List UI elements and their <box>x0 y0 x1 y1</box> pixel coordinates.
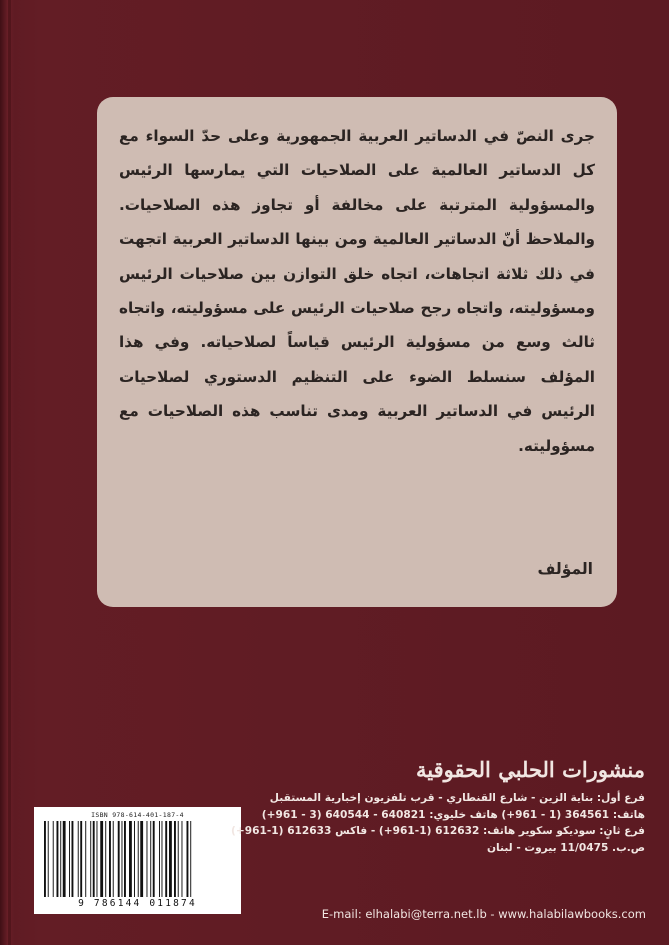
barcode-bars <box>40 821 235 897</box>
blurb-author: المؤلف <box>537 560 593 578</box>
blurb-paragraph: جرى النصّ في الدساتير العربية الجمهورية وعلى حدّ السواء مع كل الدساتير العالمية على الصلاحيات التي يمارسها الرئيس والمسؤولية المترتبة على مخالفة أو تجاوز هذه الصلاحيات. والملاحظ أنّ الدساتير العالمية ومن بينها الدساتير العربية اتجهت في ذلك ثلاثة اتجاهات، اتجاه خلق التوازن بين صلاحيات الرئيس ومسؤوليته، واتجاه رجح صلاحيات الرئيس على مسؤوليته، واتجاه ثالث وسع من مسؤولية الرئيس قياساً لصلاحياته. وفي هذا المؤلف سنسلط الضوء على التنظيم الدستوري لصلاحيات الرئيس في الدساتير العربية ومدى تناسب هذه الصلاحيات مع مسؤوليته. <box>119 127 595 455</box>
barcode <box>34 807 241 914</box>
blurb-box <box>97 97 617 607</box>
spine-edge <box>8 0 11 945</box>
isbn-label: ISBN 978-614-401-187-4 <box>91 811 184 819</box>
branch1-address: فرع أول: بناية الزين - شارع القنطاري - قرب تلفزيون إخبارية المستقبل <box>269 792 645 804</box>
branch2-address: فرع ثانٍ: سوديكو سكوير هاتف: 612632 (1-961+) - فاكس 612633 (1-961+) <box>231 825 645 838</box>
publisher-web: E-mail: elhalabi@terra.net.lb - www.halabilawbooks.com <box>321 907 646 921</box>
publisher-block <box>231 757 645 856</box>
branch1-phones: هاتف: 364561 (1 - 961+) هاتف خليوي: 640821 - 640544 (3 - 961+) <box>261 808 645 821</box>
barcode-digits: 9 786144 011874 <box>78 898 197 909</box>
publisher-name: منشورات الحلبي الحقوقية <box>415 757 645 782</box>
po-box: ص.ب. 11/0475 بيروت - لبنان <box>487 841 645 854</box>
